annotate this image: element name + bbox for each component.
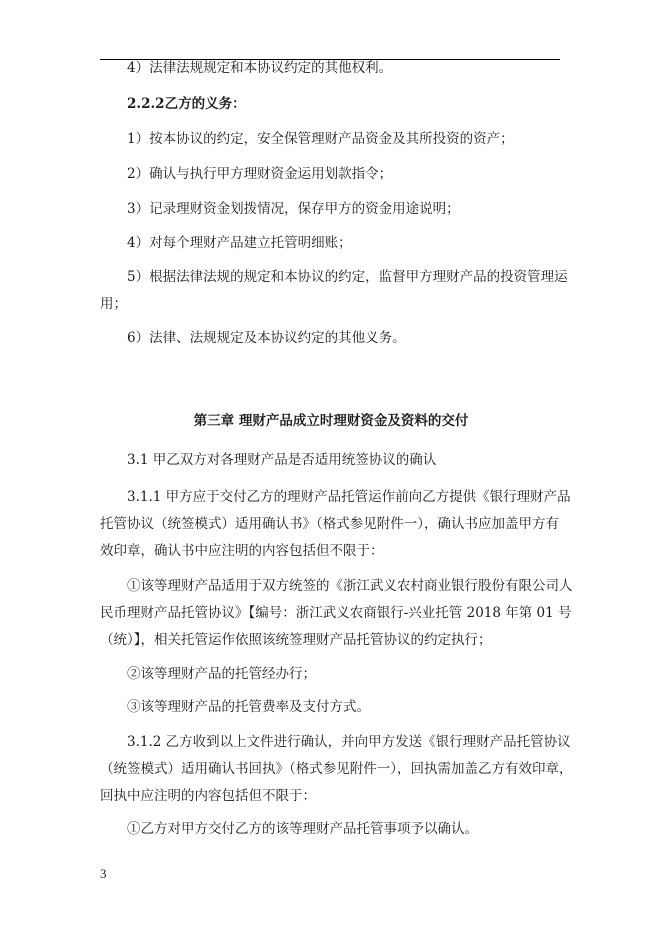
paragraph-line: 6）法律、法规规定及本协议约定的其他义务。 (127, 330, 406, 346)
page-number: 3 (100, 866, 107, 881)
paragraph-line: 2）确认与执行甲方理财资金运用划款指令； (127, 166, 393, 182)
paragraph-line: 回执中应注明的内容包括但不限于： (100, 788, 316, 804)
paragraph-line: 3.1.2 乙方收到以上文件进行确认，并向甲方发送《银行理财产品托管协议 (127, 734, 571, 750)
paragraph-line: 5）根据法律法规的规定和本协议的约定，监督甲方理财产品的投资管理运 (127, 269, 568, 285)
paragraph-line: 民币理财产品托管协议》【编号：浙江武义农商银行-兴业托管 2018 年第 01 号 (100, 605, 572, 621)
paragraph-line: 1）按本协议的约定，安全保管理财产品资金及其所投资的资产； (127, 131, 514, 147)
paragraph-line: ③该等理财产品的托管费率及支付方式。 (127, 699, 370, 715)
paragraph-line: 4）对每个理财产品建立托管明细账； (127, 235, 352, 251)
paragraph-line: 托管协议（统签模式）适用确认书》（格式参见附件一），确认书应加盖甲方有 (100, 516, 559, 532)
paragraph-line: ②该等理财产品的托管经办行； (127, 666, 316, 682)
section-heading: 2.2.2乙方的义务： (127, 96, 246, 112)
paragraph-line: （统签模式）适用确认书回执》（格式参见附件一），回执需加盖乙方有效印章， (100, 761, 573, 777)
paragraph-line: 4）法律法规规定和本协议约定的其他权利。 (127, 60, 393, 76)
chapter-title: 第三章 理财产品成立时理财资金及资料的交付 (193, 413, 469, 429)
paragraph-line: （统）】，相关托管运作依照该统签理财产品托管协议的约定执行； (100, 632, 492, 648)
paragraph-line: 3.1.1 甲方应于交付乙方的理财产品托管运作前向乙方提供《银行理财产品 (127, 489, 571, 505)
paragraph-line: 3）记录理财资金划拨情况，保存甲方的资金用途说明； (127, 201, 460, 217)
paragraph-line: 效印章，确认书中应注明的内容包括但不限于： (100, 543, 384, 559)
paragraph-line: 3.1 甲乙双方对各理财产品是否适用统签协议的确认 (127, 452, 437, 468)
paragraph-line: ①该等理财产品适用于双方统签的《浙江武义农村商业银行股份有限公司人 (127, 578, 573, 594)
paragraph-line: ①乙方对甲方交付乙方的该等理财产品托管事项予以确认。 (127, 821, 478, 837)
paragraph-line: 用； (100, 296, 127, 312)
